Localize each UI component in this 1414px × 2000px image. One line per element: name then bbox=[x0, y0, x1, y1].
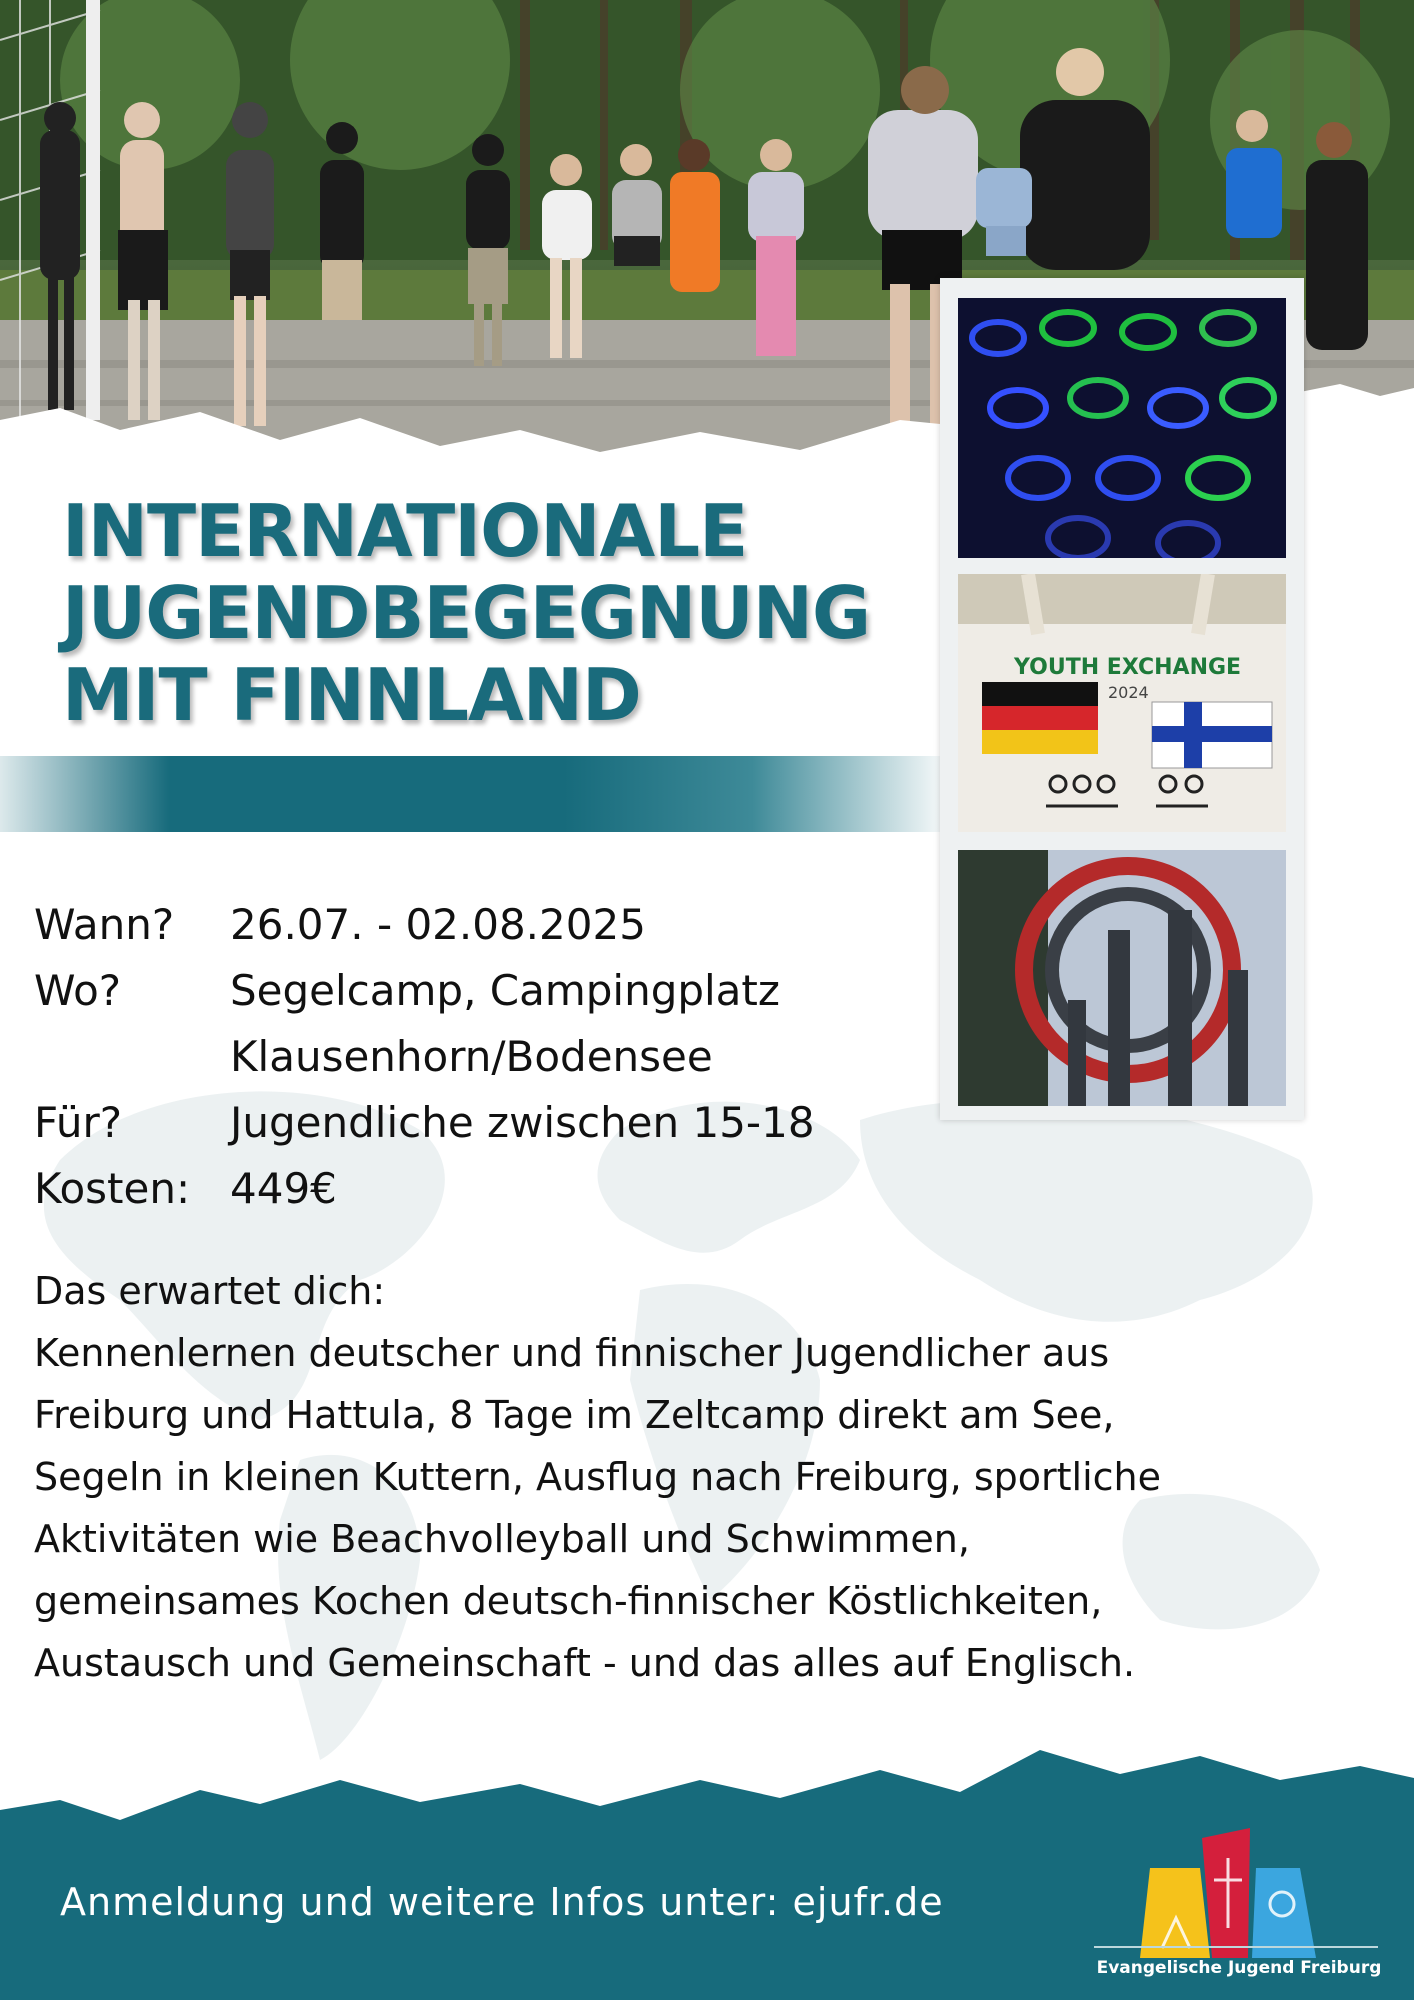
description-line: Austausch und Gemeinschaft - und das alles auf Englisch. bbox=[34, 1641, 1136, 1685]
detail-when bbox=[34, 892, 934, 958]
tote-bag-photo bbox=[958, 574, 1286, 832]
detail-for bbox=[34, 1090, 934, 1156]
teal-banner bbox=[0, 756, 940, 832]
description-line: Aktivitäten wie Beachvolleyball und Schwimmen, bbox=[34, 1517, 970, 1561]
detail-where-continued bbox=[34, 1024, 934, 1090]
detail-label: Kosten: bbox=[34, 1164, 191, 1213]
photo-column bbox=[940, 278, 1304, 1120]
title-line-1: INTERNATIONALE bbox=[62, 489, 748, 573]
description-line: Kennenlernen deutscher und finnischer Jugendlicher aus bbox=[34, 1331, 1110, 1375]
event-details bbox=[34, 892, 934, 1222]
description-line: Segeln in kleinen Kuttern, Ausflug nach Freiburg, sportliche bbox=[34, 1455, 1161, 1499]
detail-cost bbox=[34, 1156, 934, 1222]
description-body bbox=[34, 1322, 1374, 1694]
detail-label: Für? bbox=[34, 1098, 123, 1147]
detail-where bbox=[34, 958, 934, 1024]
detail-label: Wann? bbox=[34, 900, 175, 949]
detail-label bbox=[34, 1024, 230, 1090]
page-title bbox=[62, 490, 962, 736]
detail-label: Wo? bbox=[34, 966, 122, 1015]
bag-title: YOUTH EXCHANGE bbox=[1014, 655, 1242, 680]
registration-info: Anmeldung und weitere Infos unter: ejufr.de bbox=[60, 1880, 944, 1924]
description-line: gemeinsames Kochen deutsch-finnischer Köstlichkeiten, bbox=[34, 1579, 1103, 1623]
detail-value: 26.07. - 02.08.2025 bbox=[230, 900, 646, 949]
title-line-2: JUGENDBEGEGNUNG bbox=[62, 571, 871, 655]
roller-coaster-photo bbox=[958, 850, 1286, 1106]
bag-year: 2024 bbox=[1108, 683, 1149, 702]
detail-value: Segelcamp, Campingplatz bbox=[230, 966, 780, 1015]
description-heading: Das erwartet dich: bbox=[34, 1269, 386, 1313]
headphones-photo bbox=[958, 298, 1286, 558]
detail-value: 449€ bbox=[230, 1164, 337, 1213]
detail-value: Klausenhorn/Bodensee bbox=[230, 1032, 713, 1081]
logo-divider bbox=[1094, 1946, 1378, 1948]
title-line-3: MIT FINNLAND bbox=[62, 653, 641, 737]
description bbox=[34, 1260, 1374, 1694]
detail-value: Jugendliche zwischen 15-18 bbox=[230, 1098, 815, 1147]
description-line: Freiburg und Hattula, 8 Tage im Zeltcamp direkt am See, bbox=[34, 1393, 1115, 1437]
organization-name: Evangelische Jugend Freiburg bbox=[1096, 1958, 1382, 1978]
